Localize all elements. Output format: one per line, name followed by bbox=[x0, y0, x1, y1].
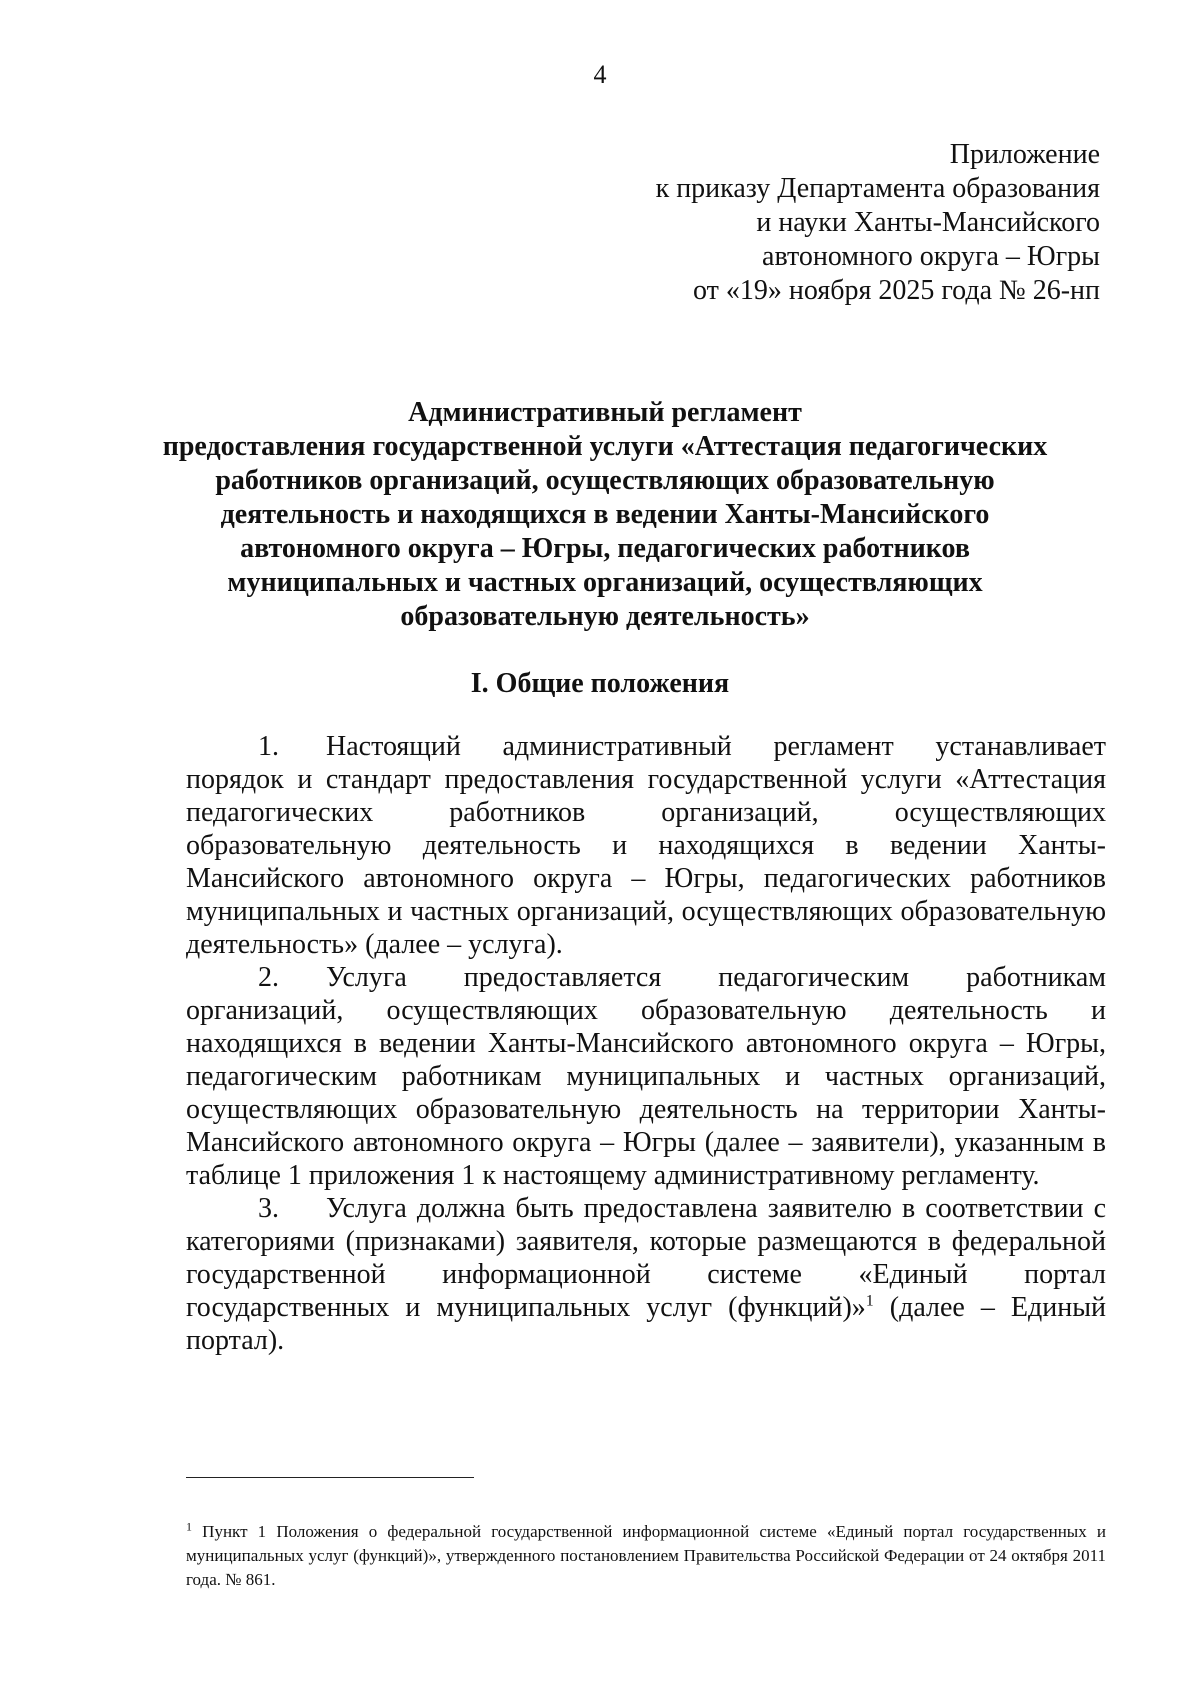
section-heading: I. Общие положения bbox=[470, 668, 730, 699]
appendix-header bbox=[656, 138, 1100, 308]
title-line: Административный регламент bbox=[408, 397, 802, 428]
paragraph-3 bbox=[186, 1192, 1106, 1357]
paragraph-text-continuation: (далее – Единый портал). bbox=[186, 1292, 1106, 1356]
title-line: работников организаций, осуществляющих образовательную bbox=[215, 465, 995, 496]
paragraph-text: Настоящий административный регламент устанавливает порядок и стандарт предоставления государственной услуги «Аттестация педагогических работников организаций, осуществляющих образовательную деятельность и находящихся в ведении Ханты-Мансийского автономного округа – Югры, педагогических работников муниципальных и частных организаций, осуществляющих образовательную деятельность» (далее – услуга). bbox=[186, 731, 1106, 960]
title-line: предоставления государственной услуги «Аттестация педагогических bbox=[162, 431, 1048, 462]
footnote-text: Пункт 1 Положения о федеральной государственной информационной системе «Единый портал государственных и муниципальных услуг (функций)», утвержденного постановлением Правительства Российской Федерации от 24 октября 2011 года. № 861. bbox=[186, 1522, 1106, 1589]
paragraph-1 bbox=[186, 730, 1106, 961]
footnote-separator bbox=[186, 1477, 474, 1478]
title-line: деятельность и находящихся в ведении Ханты-Мансийского bbox=[220, 499, 990, 530]
appendix-line: и науки Ханты-Мансийского bbox=[756, 207, 1100, 238]
footnote bbox=[186, 1520, 1106, 1592]
appendix-line: от «19» ноября 2025 года № 26-нп bbox=[693, 275, 1100, 306]
footnote-marker: 1 bbox=[186, 1519, 192, 1534]
title-line: муниципальных и частных организаций, осуществляющих bbox=[227, 567, 983, 598]
paragraph-number: 3. bbox=[258, 1193, 279, 1224]
title-line: автономного округа – Югры, педагогических работников bbox=[240, 533, 970, 564]
appendix-line: Приложение bbox=[949, 139, 1100, 170]
appendix-line: к приказу Департамента образования bbox=[655, 173, 1100, 204]
paragraph-text: Услуга должна быть предоставлена заявителю в соответствии с категориями (признаками) заявителя, которые размещаются в федеральной государственной информационной системе «Единый портал государственных и муниципальных услуг (функций)» bbox=[186, 1193, 1106, 1323]
footnote-reference: 1 bbox=[865, 1292, 874, 1310]
title-line: образовательную деятельность» bbox=[400, 601, 810, 632]
appendix-line: автономного округа – Югры bbox=[762, 241, 1100, 272]
document-title bbox=[150, 396, 1060, 634]
body-text bbox=[186, 730, 1106, 1357]
paragraph-number: 2. bbox=[258, 962, 279, 993]
page-number: 4 bbox=[593, 60, 607, 89]
paragraph-2 bbox=[186, 961, 1106, 1192]
paragraph-text: Услуга предоставляется педагогическим работникам организаций, осуществляющих образовательную деятельность и находящихся в ведении Ханты-Мансийского автономного округа – Югры, педагогическим работникам муниципальных и частных организаций, осуществляющих образовательную деятельность на территории Ханты-Мансийского автономного округа – Югры (далее – заявители), указанным в таблице 1 приложения 1 к настоящему административному регламенту. bbox=[186, 962, 1106, 1191]
paragraph-number: 1. bbox=[258, 731, 279, 762]
